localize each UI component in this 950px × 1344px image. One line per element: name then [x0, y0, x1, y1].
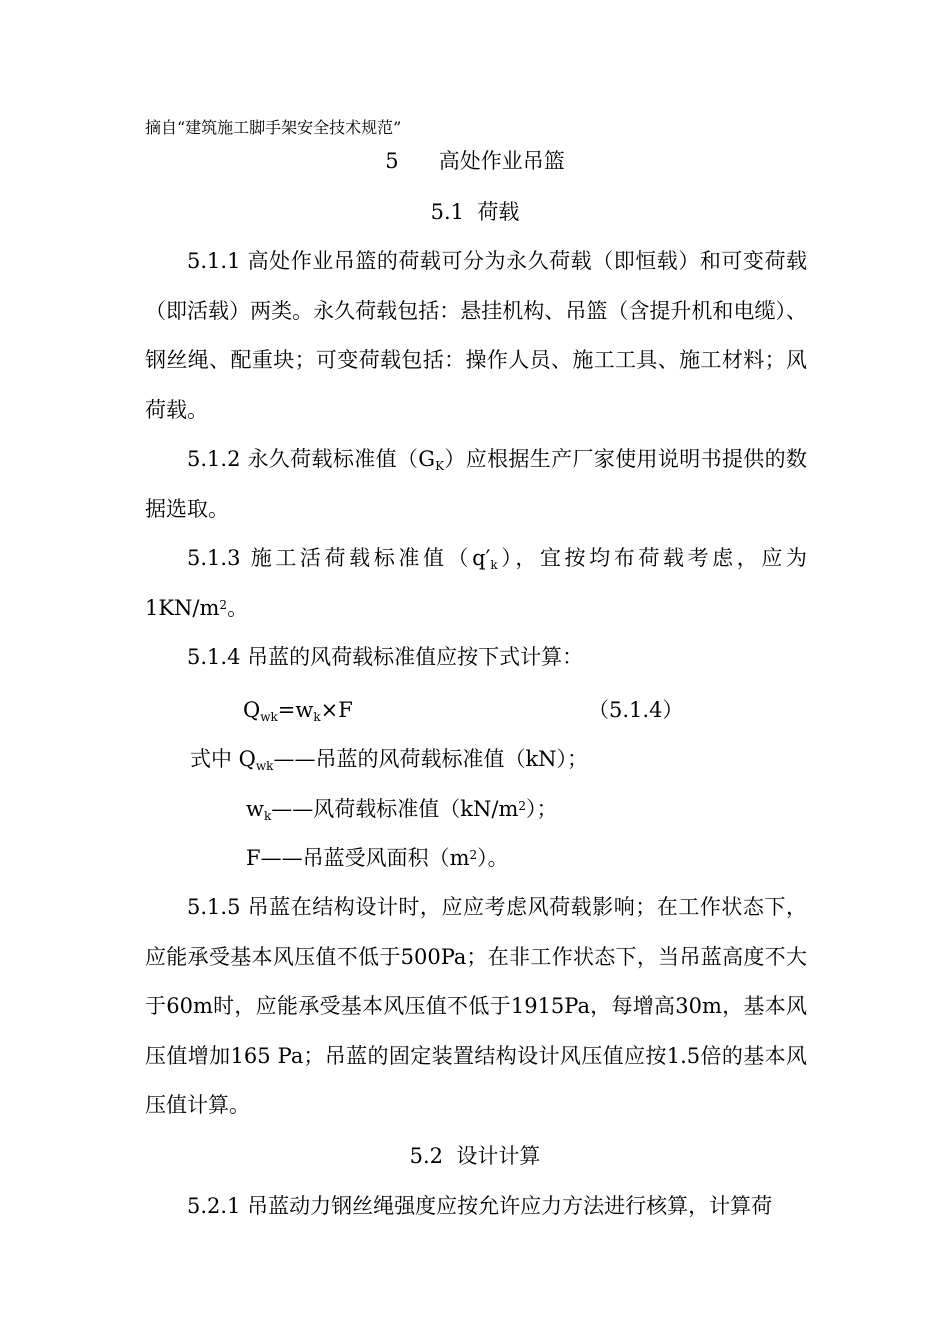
section-heading-5-2: 5.2 设计计算	[409, 1144, 541, 1168]
where-clause-wk: $w_k——$风荷载标准值$(kN/m^2)$；	[246, 797, 558, 823]
formula-number: （5.1.4）	[588, 698, 684, 722]
where-clause-qwk: 式中 $Q_{wk}——$吊蓝的风荷载标准值（kN）；	[190, 747, 589, 773]
where-clause-f: F——吊蓝受风面积$(m^2)$。	[246, 846, 509, 870]
section-heading-5-1: 5.1 荷载	[430, 200, 520, 224]
paragraph-5-1-4: 5.1.4 吊蓝的风荷载标准值应按下式计算：	[187, 645, 584, 669]
source-note: 摘自“建筑施工脚手架安全技术规范”	[145, 118, 402, 137]
paragraph-5-1-5: 5.1.5 吊蓝在结构设计时，应应考虑风荷载影响；在工作状态下，应能承受基本风压值不低于500Pa；在非工作状态下，当吊蓝高度不大于60m时，应能承受基本风压值不低于1915Pa，每增高30m，基本风压值增加165 Pa；吊蓝的固定装置结构设计风压值应按1.5倍的基本风压值计算。	[145, 895, 807, 1117]
paragraph-5-1-3: 5.1.3 施工活荷载标准值$(q'_k)$，宜按均布荷载考虑，应为$1KN/m^2$。	[145, 546, 807, 620]
chapter-title: 高处作业吊篮	[438, 149, 565, 173]
paragraph-5-2-1: 5.2.1 吊蓝动力钢丝绳强度应按允许应力方法进行核算，计算荷	[187, 1194, 773, 1218]
paragraph-5-1-1: 5.1.1 高处作业吊篮的荷载可分为永久荷载（即恒载）和可变荷载（即活载）两类。永久荷载包括：悬挂机构、吊篮（含提升机和电缆）、钢丝绳、配重块；可变荷载包括：操作人员、施工工具、施工材料；风荷载。	[145, 249, 807, 422]
chapter-number: 5	[385, 149, 399, 173]
paragraph-5-1-2: 5.1.2 永久荷载标准值$(G_K)$应根据生产厂家使用说明书提供的数据选取。	[145, 447, 808, 521]
chapter-heading	[0, 146, 950, 176]
formula: $Q_{wk}=w_k\times F$	[243, 698, 353, 724]
